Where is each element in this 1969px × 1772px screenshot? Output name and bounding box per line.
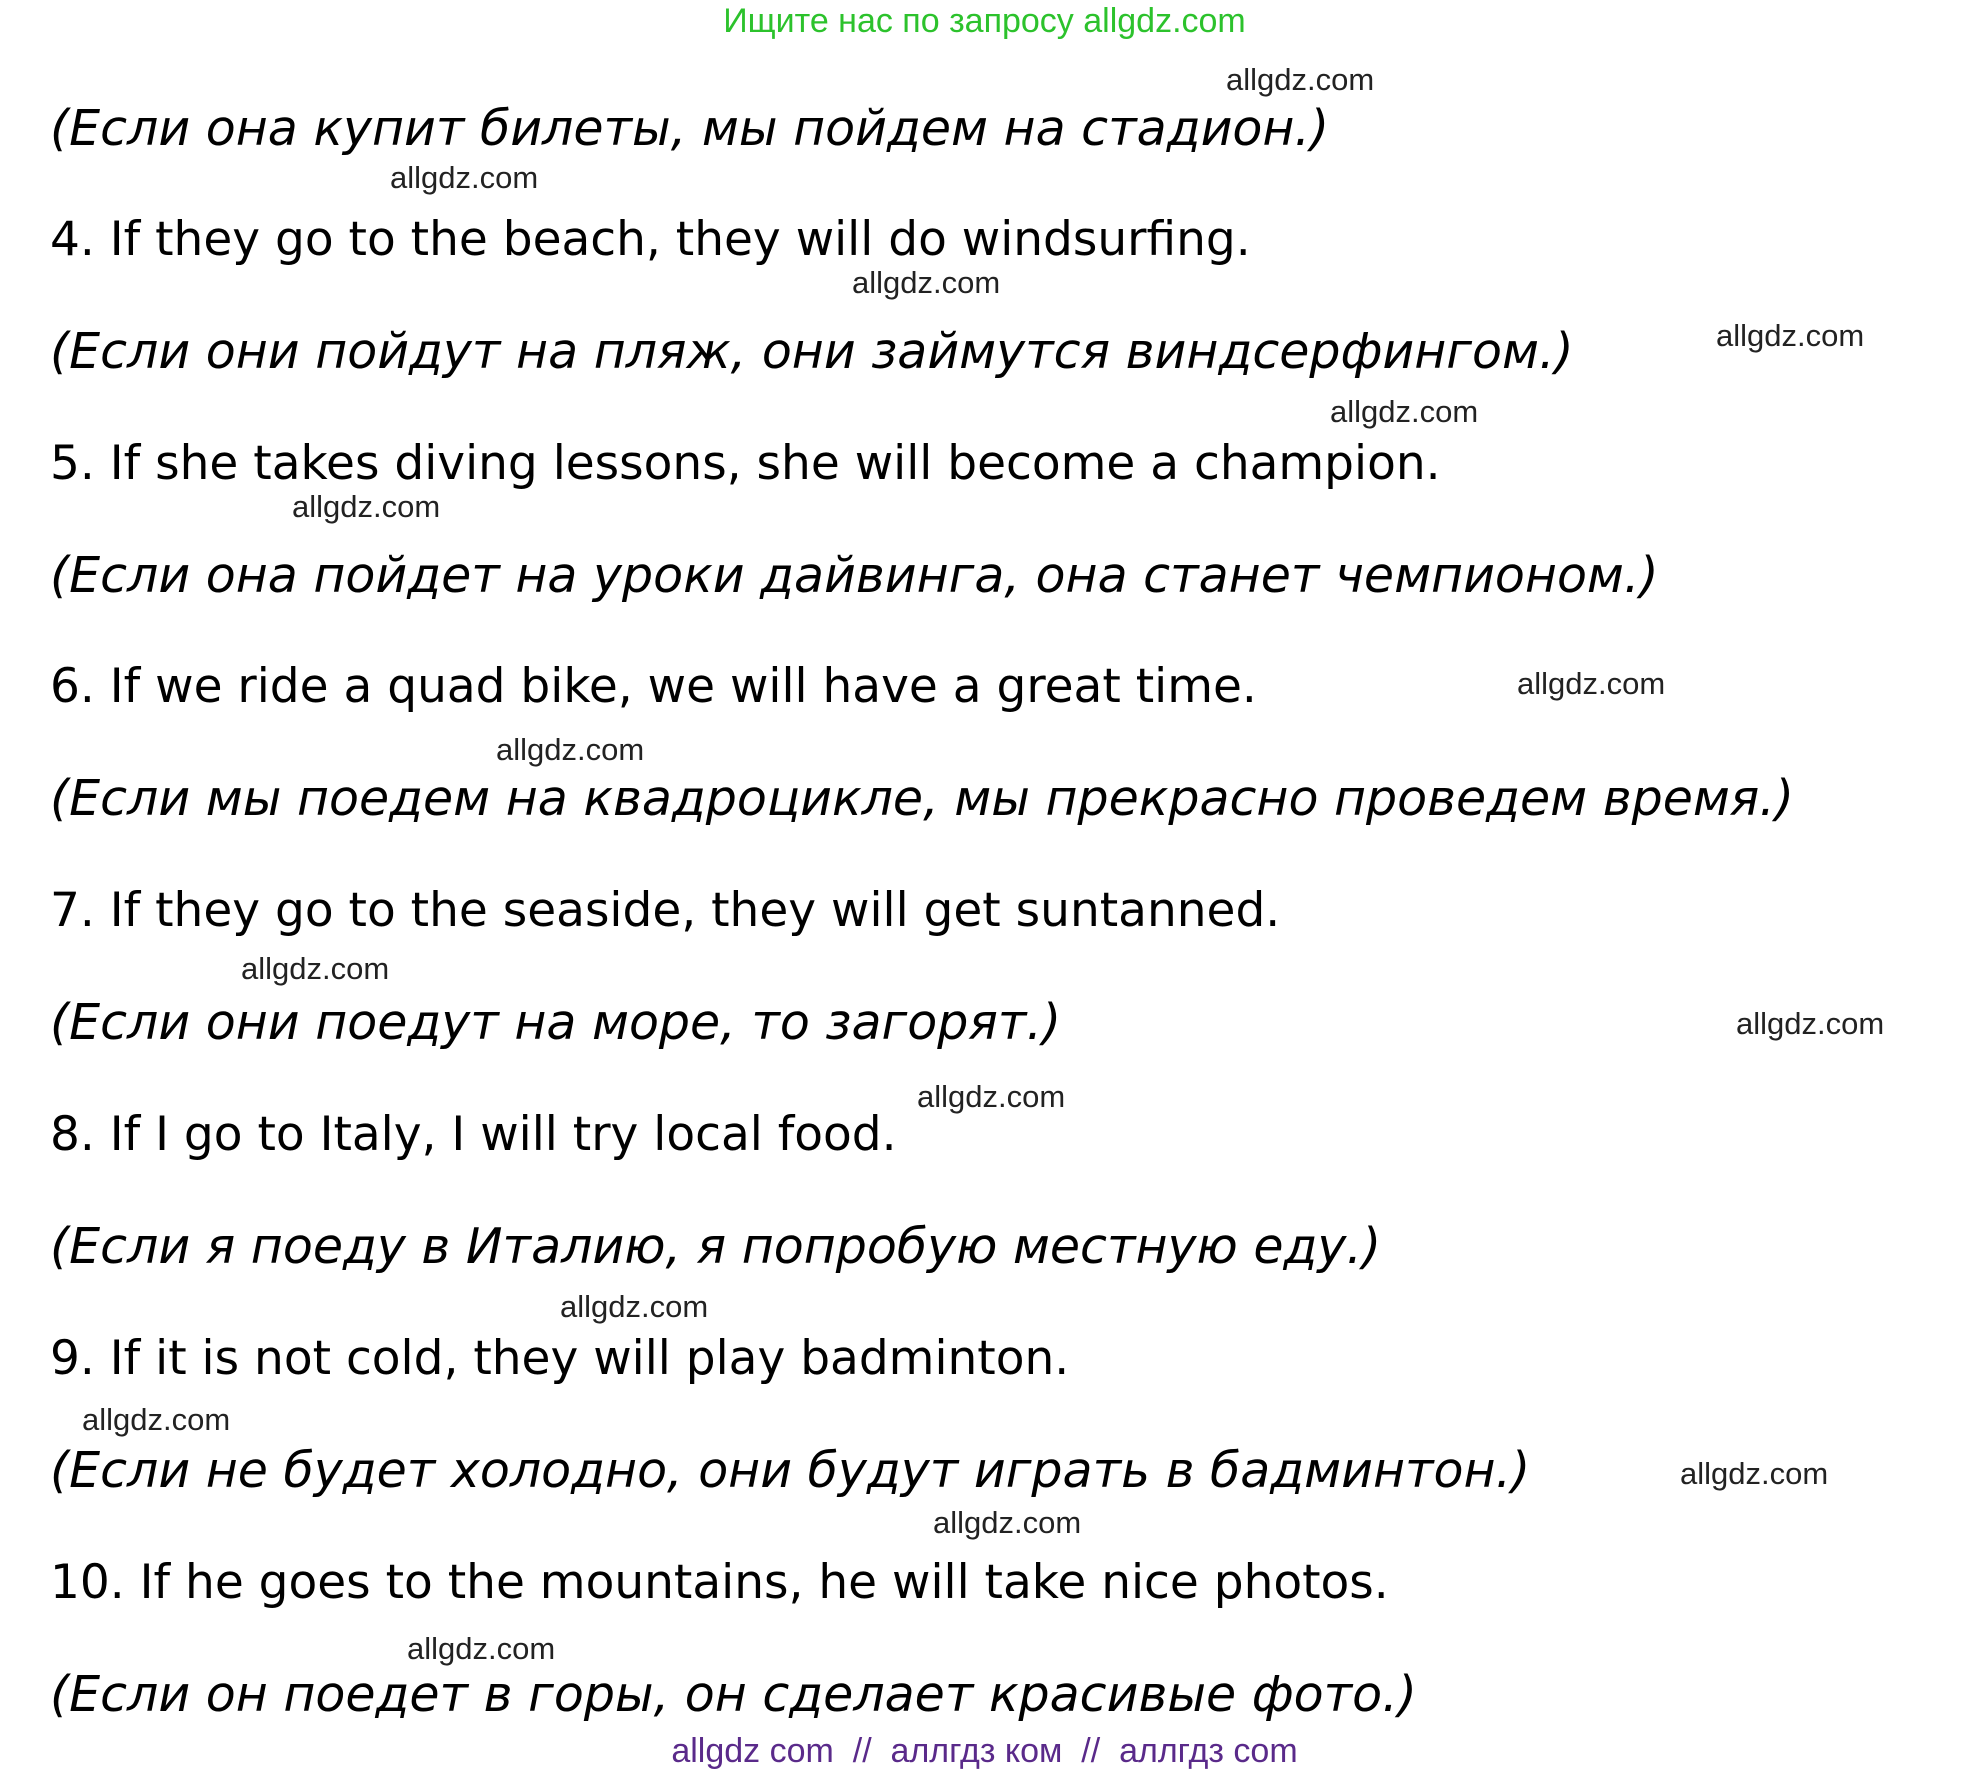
- watermark: allgdz.com: [1226, 62, 1375, 97]
- watermark: allgdz.com: [241, 951, 390, 986]
- translation-line-4: (Если они пойдут на пляж, они займутся виндсерфингом.): [50, 323, 1574, 380]
- watermark: allgdz.com: [1680, 1456, 1829, 1491]
- sentence-8: 8. If I go to Italy, I will try local food.: [50, 1107, 897, 1162]
- watermark: allgdz.com: [1736, 1006, 1885, 1041]
- translation-line-10: (Если он поедет в горы, он сделает красивые фото.): [50, 1666, 1417, 1723]
- watermark: allgdz.com: [1716, 318, 1865, 353]
- watermark: allgdz.com: [933, 1505, 1082, 1540]
- watermark: allgdz.com: [496, 732, 645, 767]
- translation-line-9: (Если не будет холодно, они будут играть в бадминтон.): [50, 1442, 1531, 1499]
- watermark: allgdz.com: [917, 1079, 1066, 1114]
- watermark: allgdz.com: [292, 489, 441, 524]
- translation-line-7: (Если они поедут на море, то загорят.): [50, 994, 1062, 1051]
- sentence-10: 10. If he goes to the mountains, he will take nice photos.: [50, 1555, 1389, 1610]
- watermark: allgdz.com: [407, 1631, 556, 1666]
- watermark: allgdz.com: [1517, 666, 1666, 701]
- translation-line-3: (Если она купит билеты, мы пойдем на стадион.): [50, 100, 1330, 157]
- translation-line-6: (Если мы поедем на квадроцикле, мы прекрасно проведем время.): [50, 770, 1794, 827]
- sentence-4: 4. If they go to the beach, they will do windsurfing.: [50, 212, 1251, 267]
- translation-line-5: (Если она пойдет на уроки дайвинга, она станет чемпионом.): [50, 547, 1659, 604]
- watermark: allgdz.com: [1330, 394, 1479, 429]
- watermark: allgdz.com: [560, 1289, 709, 1324]
- sentence-5: 5. If she takes diving lessons, she will become a champion.: [50, 436, 1441, 491]
- watermark: allgdz.com: [390, 160, 539, 195]
- sentence-7: 7. If they go to the seaside, they will get suntanned.: [50, 883, 1281, 938]
- watermark: allgdz.com: [82, 1402, 231, 1437]
- translation-line-8: (Если я поеду в Италию, я попробую местную еду.): [50, 1218, 1382, 1275]
- footer-site-names: allgdz com // аллгдз ком // аллгдз com: [671, 1732, 1298, 1770]
- watermark: allgdz.com: [852, 265, 1001, 300]
- sentence-6: 6. If we ride a quad bike, we will have a great time.: [50, 659, 1257, 714]
- header-search-hint: Ищите нас по запросу allgdz.com: [723, 2, 1246, 40]
- sentence-9: 9. If it is not cold, they will play badminton.: [50, 1331, 1070, 1386]
